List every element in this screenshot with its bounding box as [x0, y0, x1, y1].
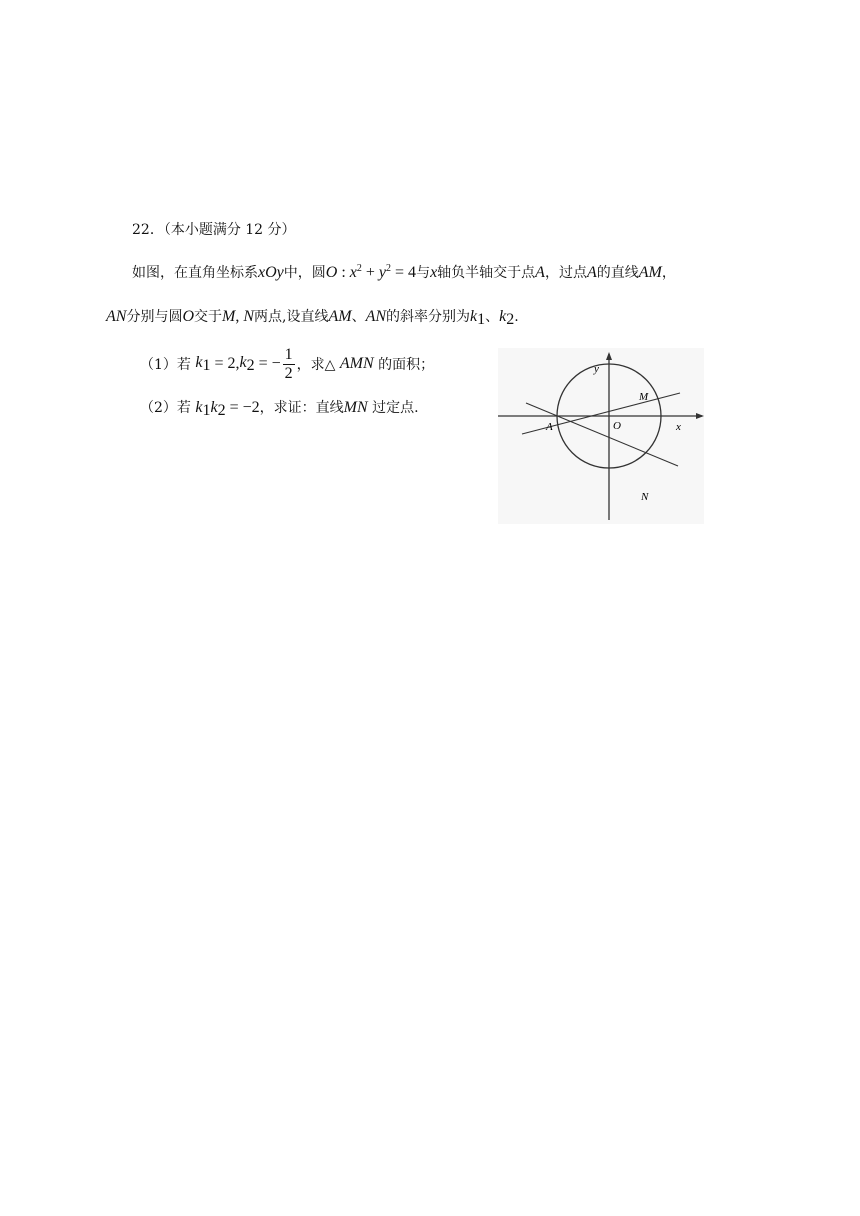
- product-k1k2: $k_1k_2$: [195, 399, 226, 419]
- separator: 、: [351, 309, 366, 325]
- problem-header: [132, 219, 296, 239]
- point-n: N: [243, 308, 255, 325]
- intro-line-2: AN分别与圆O交于M, N两点,设直线AM、AN的斜率分别为$k_1$、$k_2$.: [106, 308, 519, 328]
- line-an: AN: [365, 308, 387, 325]
- intro-text: 中，圆: [283, 265, 326, 281]
- part-2-text: 过定点.: [372, 400, 419, 416]
- line-an: AN: [106, 308, 127, 325]
- circle-name: O: [325, 264, 338, 281]
- intro-text: 两点,设直线: [254, 309, 329, 325]
- intro-line-1: [132, 262, 676, 282]
- intro-text: 轴负半轴交于点: [437, 265, 536, 281]
- coordinate-figure: [498, 348, 704, 524]
- separator: 、: [485, 309, 500, 325]
- intro-text: 的斜率分别为: [386, 309, 471, 325]
- part-1-text: 的面积；: [378, 357, 435, 373]
- label-n: N: [641, 491, 649, 503]
- point-m: M: [222, 308, 236, 325]
- line-am: AM: [638, 264, 662, 281]
- label-a: A: [546, 421, 553, 433]
- circle-equation: : $x^2 + y^2 = 4$: [337, 263, 417, 281]
- intro-text: ，过点: [544, 265, 587, 281]
- triangle-amn: AMN: [339, 355, 374, 372]
- point-a: A: [535, 264, 545, 281]
- part-2: （2）若 $k_1k_2 = -2$，求证：直线MN 过定点.: [140, 399, 419, 419]
- part-2-label: （2）若: [140, 400, 191, 416]
- part-1: （1）若 $k_1$ = 2, $k_2$ = − $\frac{1}{2}$ ，求△ AMN 的面积；: [140, 345, 435, 382]
- slope-k1: $k_1$: [470, 308, 486, 328]
- axis-name: x: [430, 264, 438, 281]
- label-m: M: [639, 391, 649, 403]
- point-a: A: [586, 264, 597, 281]
- part-2-text: ，求证：直线: [259, 400, 344, 416]
- part-1-text: ，求△: [296, 357, 336, 373]
- score-note: （本小题满分 12 分）: [163, 222, 296, 238]
- part-2-value: −2: [242, 399, 260, 416]
- intro-text: 的直线: [596, 265, 639, 281]
- part-1-condition: $k_1$: [195, 353, 211, 374]
- figure-background: [498, 348, 704, 524]
- label-x: x: [676, 421, 681, 433]
- period: .: [514, 309, 519, 325]
- intro-text: 分别与圆: [126, 309, 183, 325]
- intro-text: 交于: [194, 309, 223, 325]
- fraction-one-half: $\frac{1}{2}$: [284, 345, 293, 382]
- line-mn: MN: [343, 399, 368, 416]
- label-o: O: [613, 420, 621, 432]
- intro-text: ，: [661, 265, 676, 281]
- label-y: y: [594, 363, 599, 375]
- coord-system: xOy: [258, 264, 284, 281]
- problem-number: 22．: [132, 222, 164, 238]
- slope-k2: $k_2$: [499, 308, 515, 328]
- circle-name: O: [182, 308, 195, 325]
- intro-text: 如图，在直角坐标系: [132, 265, 258, 281]
- intro-text: 与: [416, 265, 431, 281]
- line-am: AM: [328, 308, 352, 325]
- part-1-label: （1）若: [140, 357, 191, 373]
